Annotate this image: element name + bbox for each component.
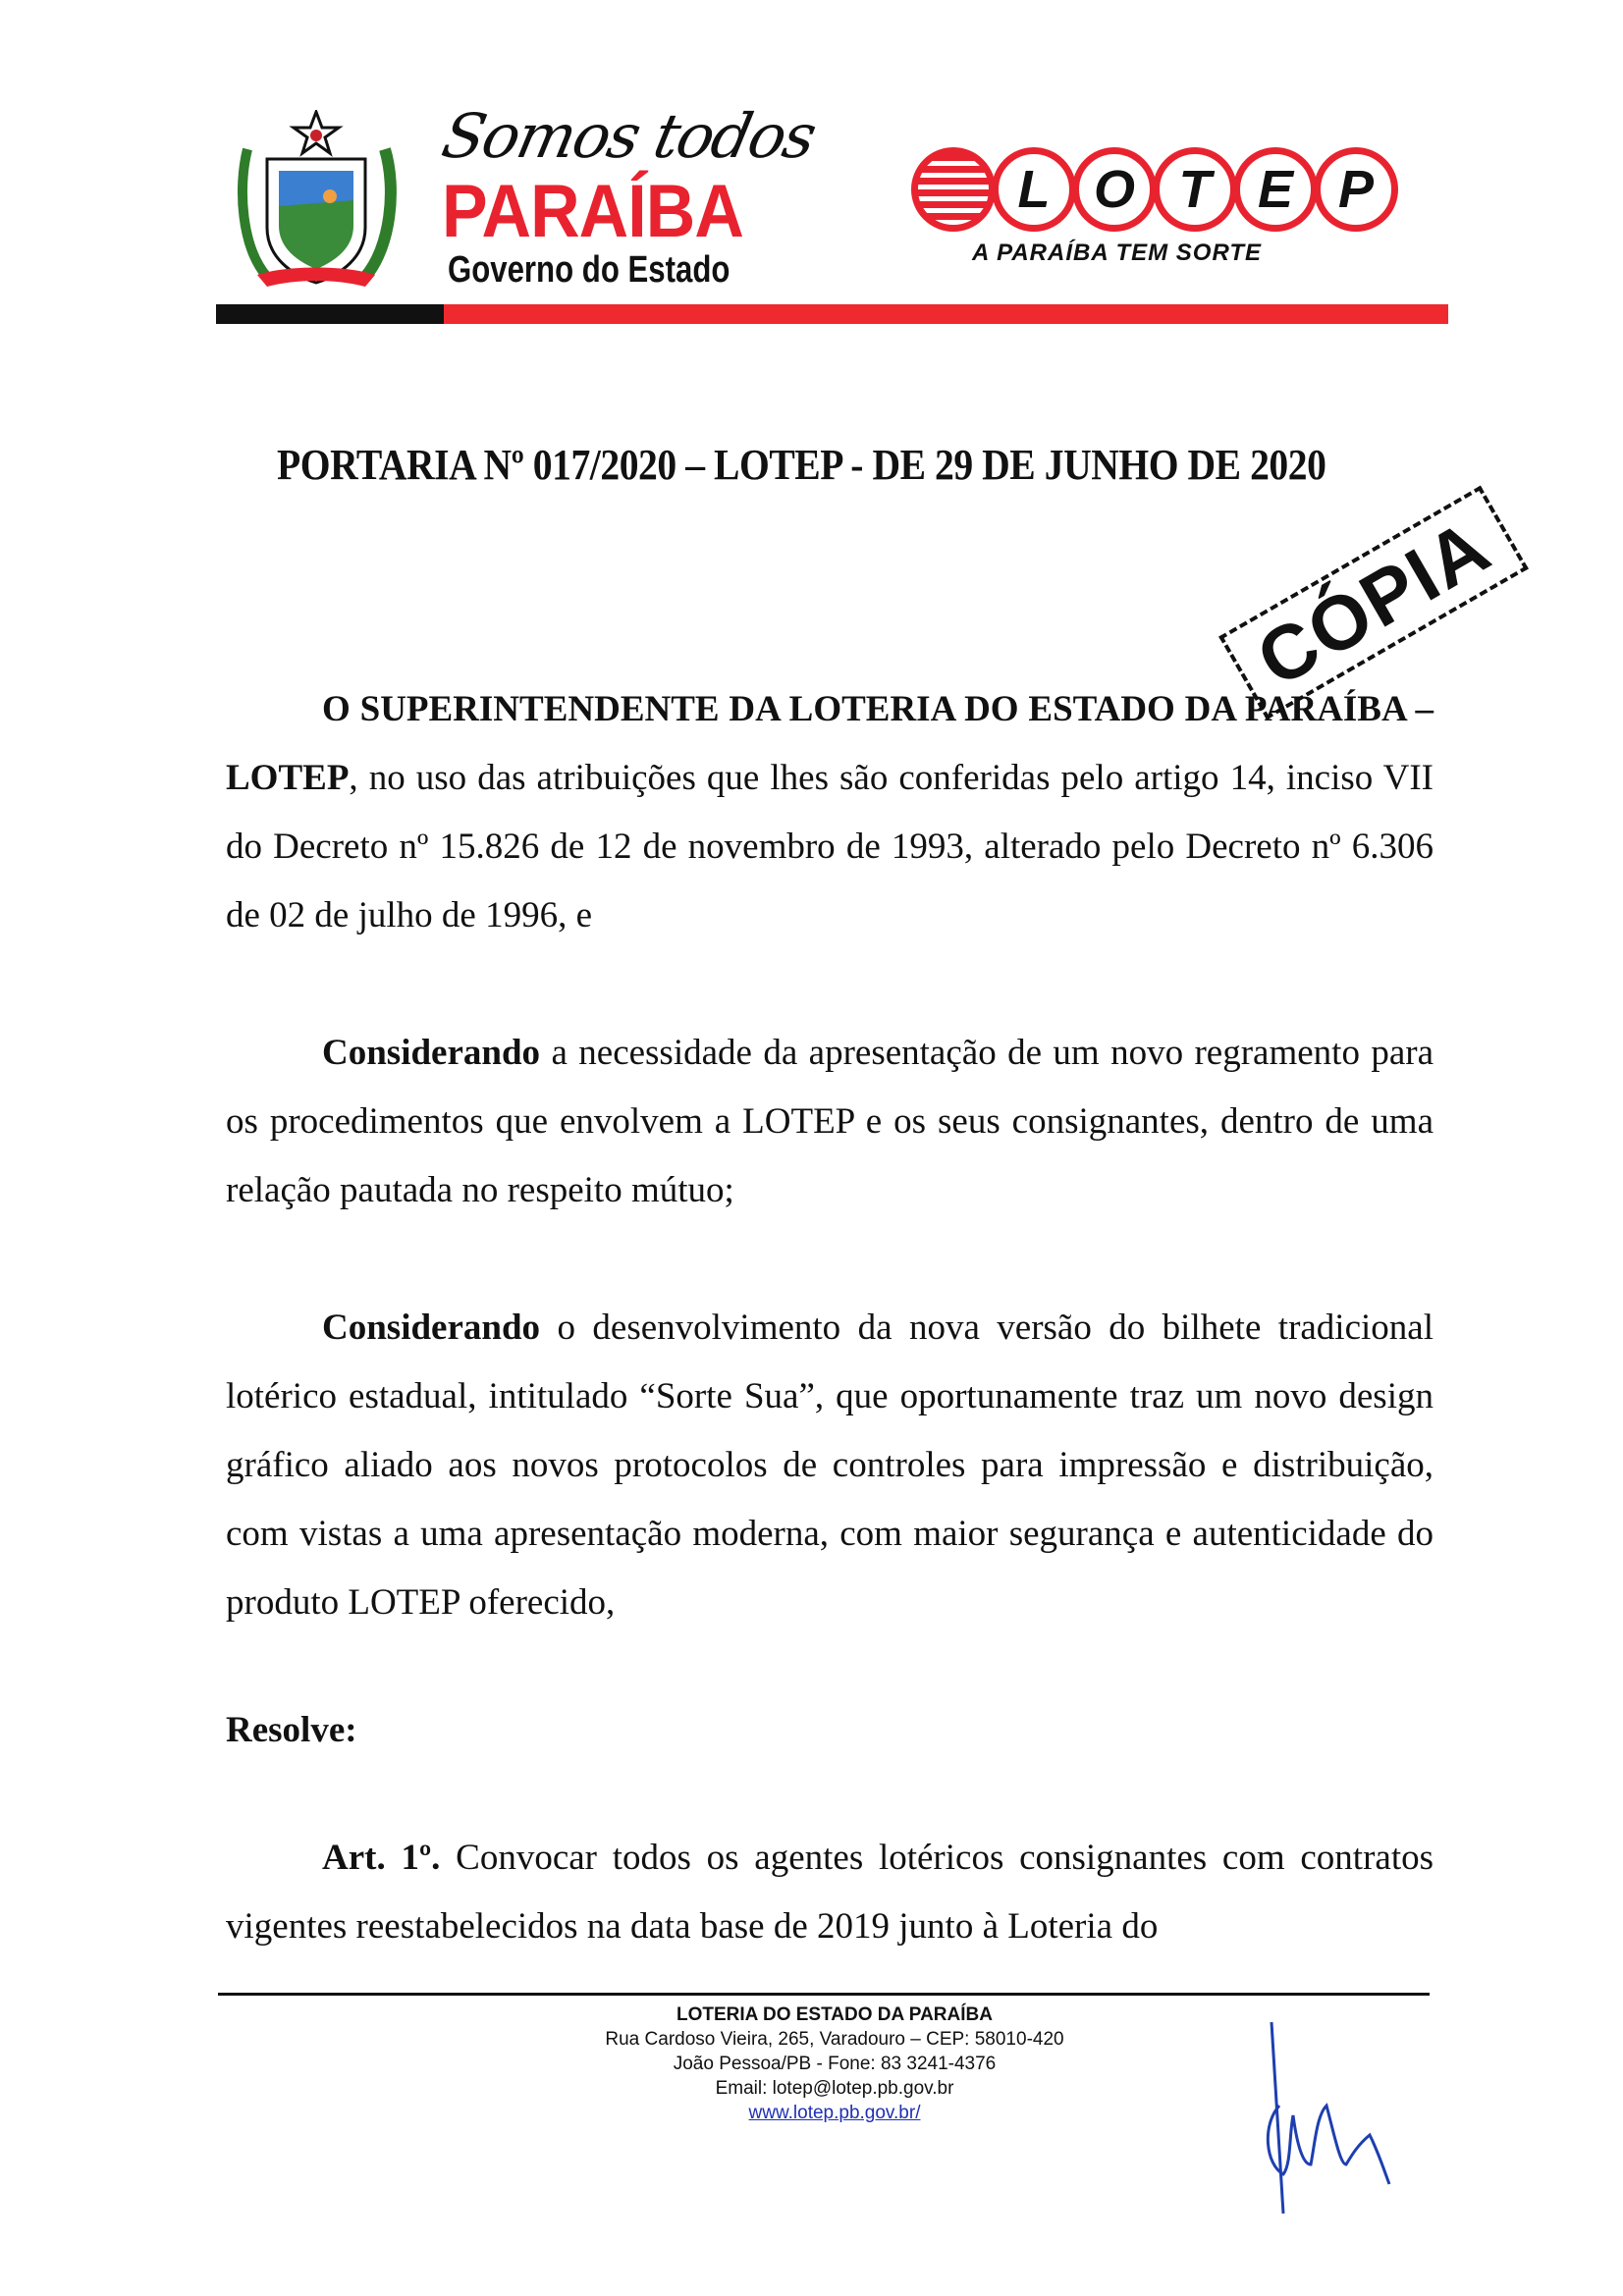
lotep-letter: T [1153, 147, 1237, 232]
lotep-slogan: A PARAÍBA TEM SORTE [972, 240, 1263, 266]
preamble-text: , no uso das atribuições que lhes são conferidas pelo artigo 14, inciso VII do Decreto nº 15.826 de 12 de novembro de 1993, alterado pelo Decreto nº 6.306 de 02 de julho de 1996, e [226, 758, 1434, 935]
footer [412, 2002, 1257, 2125]
footer-org-name: LOTERIA DO ESTADO DA PARAÍBA [676, 2004, 993, 2025]
footer-divider [218, 1993, 1430, 1996]
lotep-letter: O [1072, 147, 1157, 232]
article-label: Art. 1º. [322, 1838, 441, 1878]
somos-todos-tagline: Somos todos [436, 100, 822, 172]
considerando-bold-lead: Considerando [322, 1308, 541, 1348]
state-coat-of-arms-icon [228, 110, 405, 296]
considerando-text: o desenvolvimento da nova versão do bilhete tradicional lotérico estadual, intitulado “Sorte Sua”, que oportunamente traz um novo design gráfico aliado aos novos protocolos de controles para impressão e distribuição, com vistas a uma apresentação moderna, com maior segurança e autenticidade do produto LOTEP oferecido, [226, 1308, 1434, 1623]
header-divider-red [444, 304, 1448, 324]
resolve-heading: Resolve: [226, 1710, 357, 1750]
considerando-bold-lead: Considerando [322, 1033, 541, 1073]
article-text: Convocar todos os agentes lotéricos consignantes com contratos vigentes reestabelecidos na data base de 2019 junto à Loteria do [226, 1838, 1434, 1947]
preamble-bold-lead: O SUPERINTENDENTE DA LOTERIA DO ESTADO DA PARAÍBA – LOTEP [226, 689, 1434, 798]
footer-city-phone: João Pessoa/PB - Fone: 83 3241-4376 [673, 2054, 997, 2074]
resolve-heading-wrap [226, 1696, 1434, 1765]
lotep-letter: L [992, 147, 1076, 232]
header-divider-black [216, 304, 444, 324]
footer-website-link[interactable]: www.lotep.pb.gov.br/ [748, 2103, 921, 2123]
copy-stamp-label: CÓPIA [1242, 502, 1505, 703]
document-title: PORTARIA Nº 017/2020 – LOTEP - DE 29 DE JUNHO DE 2020 [277, 441, 1326, 489]
governo-do-estado-label: Governo do Estado [448, 249, 730, 291]
lotep-logo [911, 147, 1394, 232]
considerando-text: a necessidade da apresentação de um novo regramento para os procedimentos que envolvem a LOTEP e os seus consignantes, dentro de uma relação pautada no respeito mútuo; [226, 1033, 1434, 1210]
striped-globe-icon [911, 147, 996, 232]
article-paragraph [226, 1824, 1434, 1961]
lotep-letter: E [1233, 147, 1318, 232]
lotep-letter: P [1314, 147, 1398, 232]
paraiba-wordmark: PARAÍBA [442, 170, 743, 253]
considerando-paragraph [226, 1019, 1434, 1225]
footer-email: Email: lotep@lotep.pb.gov.br [715, 2078, 954, 2099]
footer-address: Rua Cardoso Vieira, 265, Varadouro – CEP: 58010-420 [605, 2029, 1064, 2050]
preamble-paragraph [226, 675, 1434, 950]
considerando-paragraph [226, 1294, 1434, 1637]
handwritten-signature [1232, 2017, 1409, 2223]
